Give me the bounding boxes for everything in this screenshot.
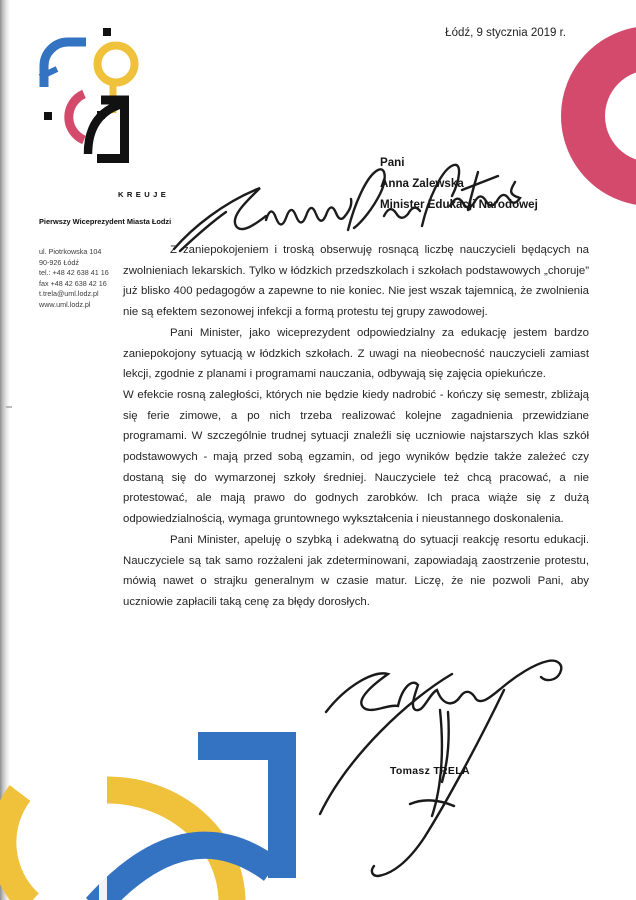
- body-paragraph: Z zaniepokojeniem i troską obserwuję rosnącą liczbę nauczycieli będących na zwolnieniach lekarskich. Tylko w łódzkich przedszkolach i szkołach podstawowych „choruje” już blisko 400 pedagogów a zapewne to nie koniec. Nie jest wszak tajemnicą, że zwolnienia nie są efektem sezonowej infekcji a formą protestu tej grupy zawodowej.: [123, 244, 589, 319]
- body-paragraph: Pani Minister, apeluję o szybką i adekwatną do sytuacji reakcję resortu edukacji. Nauczyciele są tak samo rozżaleni jak zdeterminowani, zapowiadają zaostrzenie protestu, mówią nawet o strajku generalnym w czasie matur. Liczę, że nie pozwoli Pani, aby uczniowie zapłacili taką cenę za błędy dorosłych.: [123, 533, 589, 608]
- date-line: Łódź, 9 stycznia 2019 r.: [445, 27, 566, 39]
- recipient-line: Anna Zalewska: [380, 177, 464, 190]
- scan-speck: [6, 406, 12, 408]
- signatory-name: Tomasz TRELA: [390, 765, 470, 777]
- recipient-line: Minister Edukacji Narodowej: [380, 198, 538, 211]
- recipient-line: Pani: [380, 156, 405, 169]
- lodz-kreuje-logo: [36, 26, 170, 199]
- body-paragraph: Pani Minister, jako wiceprezydent odpowiedzialny za edukację jestem bardzo zaniepokojony sytuacją w łódzkich szkołach. Z uwagi na nieobecność nauczycieli zamiast lekcji, zgodnie z planami i programami nauczania, odbywają się zajęcia opiekuńcze.: [123, 326, 589, 381]
- address-line: tel.: +48 42 638 41 16: [39, 268, 109, 278]
- lodz-logo-graphic: [36, 26, 146, 166]
- address-line: t.trela@uml.lodz.pl: [39, 289, 99, 299]
- letter-body: [123, 240, 589, 613]
- body-paragraph: W efekcie rosną zaległości, których nie będzie kiedy nadrobić - kończy się semestr, zbliżają się ferie zimowe, a po nich trzeba realizować kolejne zagadnienia przewidziane programami. W szczególnie trudnej sytuacji znaleźli się uczniowie najstarszych klas szkół podstawowych - mają przed sobą egzamin, od jego wyników będzie także zależeć czy dostaną się do wymarzonej szkoły średniej. Nauczyciele też chcą pracować, a nie protestować, ale mają prawo do godnych zarobków. Ich praca wiąże się z dużą odpowiedzialnością, wymaga gruntownego wykształcenia i nieustannego doskonalenia.: [123, 388, 589, 526]
- address-line: www.uml.lodz.pl: [39, 299, 91, 309]
- rose-ring-graphic: [548, 16, 636, 216]
- bottom-watermark-graphic: [0, 690, 360, 900]
- address-line: 90-926 Łódź: [39, 257, 79, 267]
- sender-title: Pierwszy Wiceprezydent Miasta Łodzi: [39, 217, 172, 226]
- address-line: fax +48 42 638 42 16: [39, 278, 107, 288]
- sender-address: [39, 247, 109, 311]
- address-line: ul. Piotrkowska 104: [39, 247, 102, 256]
- logo-wordmark: KREUJE: [118, 190, 170, 199]
